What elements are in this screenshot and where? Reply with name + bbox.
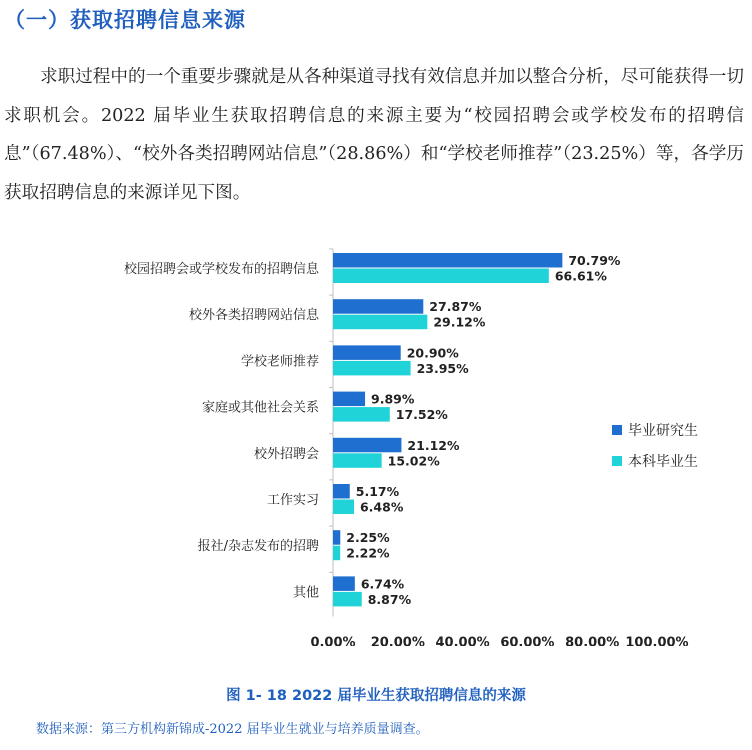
data-label: 27.87% [429,299,482,315]
legend-label-grad: 毕业研究生 [628,423,698,439]
data-source-note: 数据来源：第三方机构新锦成-2022 届毕业生就业与培养质量调查。 [36,722,429,737]
data-label: 29.12% [433,314,486,330]
category-label: 报社/杂志发布的招聘 [197,539,319,555]
chart-legend [612,420,698,482]
bar-undergrad [333,407,390,422]
section-heading: （一）获取招聘信息来源 [4,8,246,32]
bar-undergrad [333,546,340,561]
data-label: 2.22% [346,545,390,561]
category-label: 其他 [292,585,319,601]
legend-swatch-undergrad [612,456,622,466]
category-label: 校园招聘会或学校发布的招聘信息 [123,262,319,277]
data-label: 2.25% [346,530,390,546]
x-tick-label: 0.00% [310,635,356,646]
paragraph-text: 求职过程中的一个重要步骤就是从各种渠道寻找有效信息并加以整合分析，尽可能获得一切求职机会。2022 届毕业生获取招聘信息的来源主要为“校园招聘会或学校发布的招聘信息”（67.48%）、“校外各类招聘网站信息”（28.86%）和“学校老师推荐”（23.25%）等，各学历获取招聘信息的来源详见下图。 [4,67,744,203]
bar-grad [333,530,340,545]
data-label: 21.12% [407,437,460,453]
data-label: 15.02% [387,453,440,469]
body-paragraph [4,58,744,212]
data-label: 20.90% [406,345,459,361]
x-tick-label: 100.00% [625,635,689,646]
data-label: 17.52% [395,407,448,423]
data-label: 9.89% [371,391,415,407]
bar-grad [333,253,562,268]
data-label: 66.61% [554,268,607,284]
category-label: 家庭或其他社会关系 [201,400,319,416]
bar-undergrad [333,592,362,607]
bar-grad [333,484,350,499]
data-label: 8.87% [367,591,412,607]
data-label: 70.79% [568,253,621,268]
category-label: 校外招聘会 [253,446,319,462]
data-label: 6.74% [360,576,405,592]
bar-undergrad [333,315,427,330]
data-label: 5.17% [355,484,400,499]
bar-grad [333,392,365,407]
legend-label-undergrad: 本科毕业生 [628,454,698,470]
legend-item-grad [612,420,698,440]
figure-caption: 图 1- 18 2022 届毕业生获取招聘信息的来源 [226,688,526,704]
bar-undergrad [333,453,382,468]
bar-grad [333,576,355,591]
data-label: 23.95% [416,360,469,376]
x-tick-label: 60.00% [500,635,555,646]
legend-swatch-grad [612,425,622,435]
x-tick-label: 80.00% [565,635,620,646]
bar-undergrad [333,500,354,515]
x-tick-label: 20.00% [370,635,425,646]
bar-undergrad [333,269,549,284]
data-label: 6.48% [359,499,404,515]
x-tick-label: 40.00% [435,635,490,646]
bar-undergrad [333,361,411,376]
category-label: 学校老师推荐 [240,354,319,370]
category-label: 校外各类招聘网站信息 [188,308,319,324]
category-label: 工作实习 [266,493,319,508]
bar-grad [333,299,423,314]
legend-item-undergrad [612,451,698,471]
bar-grad [333,345,401,360]
bar-grad [333,438,401,453]
